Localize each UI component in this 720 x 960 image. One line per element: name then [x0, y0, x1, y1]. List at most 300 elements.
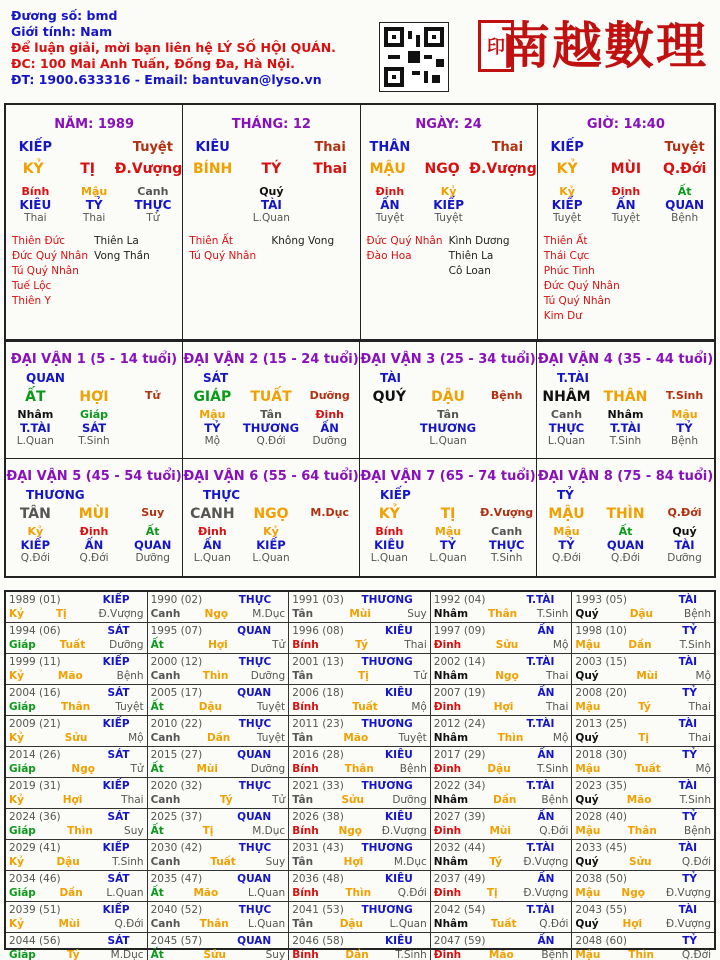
year-body — [575, 886, 711, 900]
year-label: 2022 (34) — [433, 780, 486, 792]
star: Phúc Tinh — [543, 265, 595, 277]
year-god: THỰC — [238, 656, 272, 668]
year-god: TỶ — [682, 749, 697, 761]
year-head — [292, 748, 427, 762]
year-chi: Sửu — [203, 949, 226, 960]
year-can: Quý — [575, 856, 599, 868]
year-god: THƯƠNG — [361, 656, 413, 668]
year-chi: Tuất — [635, 763, 661, 775]
year-cell — [148, 778, 290, 809]
year-head — [292, 934, 427, 948]
year-stage: T.Sinh — [112, 856, 144, 868]
pillar-cell — [301, 198, 360, 212]
year-head — [575, 810, 711, 824]
pillar-row — [538, 185, 714, 198]
year-stage: Mộ — [695, 763, 711, 775]
year-stage: Đ.Vượng — [381, 825, 427, 837]
year-god: TỶ — [682, 935, 697, 947]
year-chi: Hợi — [493, 701, 514, 713]
dai-van-bottom — [183, 552, 359, 564]
stage: Q.Đới — [79, 552, 109, 564]
year-body — [292, 948, 427, 960]
year-label: 1992 (04) — [433, 594, 486, 606]
year-cell — [289, 716, 431, 747]
star: Đào Hoa — [366, 250, 412, 262]
year-chi: Tị — [358, 670, 369, 682]
year-cell — [289, 592, 431, 623]
stage: L.Quan — [193, 552, 231, 564]
year-label: 2033 (45) — [575, 842, 628, 854]
year-head — [434, 841, 569, 855]
year-chi: Tý — [355, 639, 368, 651]
star: Thiên La — [94, 235, 139, 247]
year-body — [434, 607, 569, 621]
year-god: QUAN — [237, 687, 272, 699]
pillar-cell: Thai — [491, 140, 524, 155]
year-label: 2006 (18) — [292, 687, 344, 699]
year-label: 2039 (51) — [9, 904, 61, 916]
gender: Giới tính: Nam — [11, 24, 113, 39]
year-stage: M.Dục — [252, 825, 286, 837]
year-god: TÀI — [678, 656, 697, 668]
year-chi: Tuất — [352, 701, 378, 713]
dai-van-gods — [360, 538, 536, 552]
year-label: 2024 (36) — [9, 811, 61, 823]
year-can: Kỷ — [9, 794, 24, 806]
year-can: Quý — [575, 670, 599, 682]
year-body — [292, 638, 427, 652]
year-chi: Tị — [638, 732, 649, 744]
year-body — [9, 917, 144, 931]
year-cell — [289, 778, 431, 809]
pillar-cell: QUAN — [665, 198, 705, 212]
year-stage: Dưỡng — [250, 670, 286, 682]
star: Thiên Ất — [543, 235, 588, 247]
stars-right — [626, 234, 708, 324]
dai-van-stage: Q.Đới — [667, 506, 702, 519]
year-cell — [431, 902, 573, 933]
year-chi: Mùi — [196, 763, 218, 775]
pillar-cell — [183, 212, 242, 224]
year-can: Ất — [150, 639, 164, 651]
stage: Dưỡng — [667, 552, 702, 564]
year-body — [151, 948, 286, 960]
dai-van-cell — [360, 342, 537, 459]
stage: Q.Đới — [20, 552, 50, 564]
year-stage: Thai — [545, 670, 569, 682]
star: Tú Quý Nhân — [189, 250, 257, 262]
year-body — [151, 793, 286, 807]
dai-van-hidden — [6, 408, 182, 421]
year-cell — [6, 654, 148, 685]
year-label: 2009 (21) — [9, 718, 61, 730]
hidden-stem: Mậu — [671, 408, 698, 421]
year-cell — [431, 592, 573, 623]
year-cell — [431, 871, 573, 902]
year-head — [434, 593, 569, 607]
year-god: THƯƠNG — [361, 780, 413, 792]
year-label: 1994 (06) — [9, 625, 61, 637]
dai-van-main — [360, 389, 536, 405]
year-label: 2029 (41) — [9, 842, 61, 854]
dai-van-cell — [183, 459, 360, 576]
pillar-cell: TÝ — [261, 161, 282, 177]
year-god: THỰC — [238, 594, 272, 606]
year-chi: Dần — [206, 732, 231, 744]
year-god: SÁT — [107, 811, 130, 823]
year-stage: Q.Đới — [539, 918, 569, 930]
year-label: 2001 (13) — [292, 656, 344, 668]
year-label: 2044 (56) — [9, 935, 61, 947]
dai-van-gods — [6, 421, 182, 435]
year-body — [575, 762, 711, 776]
pillar-cell: KIẾP — [433, 198, 464, 212]
hidden-stem: Nhâm — [17, 408, 54, 421]
stars-left — [367, 234, 449, 279]
year-body — [292, 855, 427, 869]
year-stage: M.Dục — [393, 856, 427, 868]
year-chi: Ngọ — [71, 763, 95, 775]
year-head — [575, 686, 711, 700]
year-can: Mậu — [575, 701, 601, 713]
stage — [477, 435, 536, 447]
ten-god: THỰC — [488, 538, 525, 552]
year-head — [9, 748, 144, 762]
year-stage: Thai — [545, 701, 569, 713]
year-can: Đinh — [433, 887, 462, 899]
stage: L.Quan — [16, 435, 54, 447]
year-body — [575, 669, 711, 683]
year-can: Giáp — [9, 949, 36, 960]
year-can: Giáp — [9, 825, 36, 837]
year-god: T.TÀI — [526, 780, 555, 792]
year-label: 2034 (46) — [9, 873, 61, 885]
year-body — [151, 762, 286, 776]
pillar-cell — [301, 185, 360, 198]
year-cell — [572, 871, 714, 902]
year-cell — [6, 840, 148, 871]
year-cell — [148, 747, 290, 778]
dai-van-gods — [6, 538, 182, 552]
year-body — [151, 669, 286, 683]
year-chi: Tị — [202, 825, 214, 837]
year-body — [292, 793, 427, 807]
stage: L.Quan — [547, 435, 586, 447]
year-can: Mậu — [575, 639, 601, 651]
seal-stamp: 印 — [478, 20, 514, 72]
year-cell — [572, 685, 714, 716]
star: Cô Loan — [448, 265, 491, 277]
year-chi: Dậu — [56, 856, 80, 868]
dai-van-hidden — [537, 525, 714, 538]
year-can: Bính — [292, 701, 319, 713]
year-body — [151, 700, 286, 714]
year-god: SÁT — [107, 687, 130, 699]
year-head — [151, 717, 286, 731]
pillar-cell: Tuyệt — [611, 212, 640, 224]
pillar-row — [538, 212, 714, 224]
year-label: 2031 (43) — [292, 842, 344, 854]
pillar-cell: Thai — [313, 161, 347, 177]
year-chi: Thìn — [345, 887, 372, 899]
year-chi: Ngọ — [204, 608, 229, 620]
year-head — [9, 779, 144, 793]
year-can: Canh — [150, 856, 181, 868]
stage: Mộ — [204, 435, 221, 447]
year-body — [434, 824, 569, 838]
year-cell — [572, 809, 714, 840]
pillar-row — [361, 140, 537, 155]
pillar-cell — [301, 212, 360, 224]
year-head — [575, 872, 711, 886]
dai-van-can: TÂN — [19, 506, 51, 522]
stage — [300, 552, 359, 564]
year-label: 2007 (19) — [433, 687, 486, 699]
year-stage: Q.Đới — [681, 949, 711, 960]
year-cell — [572, 592, 714, 623]
four-pillars — [4, 103, 716, 341]
year-body — [9, 762, 144, 776]
year-cell — [431, 654, 573, 685]
stars-right — [271, 234, 353, 264]
pillar-cell: Bính — [21, 185, 50, 198]
ten-god: TỶ — [439, 538, 457, 552]
year-chi: Tuất — [210, 856, 236, 868]
dai-van-title: ĐẠI VẬN 2 (15 - 24 tuổi) — [183, 352, 359, 367]
year-chi: Ngọ — [338, 825, 362, 837]
dai-van-title: ĐẠI VẬN 4 (35 - 44 tuổi) — [537, 352, 714, 367]
year-chi: Hợi — [622, 918, 643, 930]
year-body — [151, 731, 286, 745]
year-chi: Mùi — [58, 918, 80, 930]
year-god: THỰC — [238, 780, 272, 792]
pillar-cell: NGỌ — [424, 161, 460, 177]
year-can: Bính — [292, 949, 319, 960]
year-stage: T.Sinh — [395, 949, 427, 960]
stars-right — [94, 234, 176, 309]
dai-van-title: ĐẠI VẬN 1 (5 - 14 tuổi) — [10, 352, 178, 367]
hidden-stem: Kỷ — [263, 525, 279, 538]
stage — [123, 435, 182, 447]
dai-van-chi: NGỌ — [253, 506, 289, 522]
ten-god: TÀI — [674, 538, 695, 552]
year-body — [151, 886, 286, 900]
year-head — [434, 810, 569, 824]
pillar-cell: MÙI — [610, 161, 642, 177]
year-stage: Bệnh — [684, 825, 711, 837]
year-god: ẤN — [537, 873, 555, 885]
pillar-cell: KIÊU — [195, 140, 230, 155]
pillar-cell: Kỷ — [440, 185, 457, 198]
ten-god — [477, 421, 536, 435]
pillar-row — [183, 140, 359, 155]
year-god: TÀI — [678, 904, 697, 916]
hidden-stem: Mậu — [199, 408, 226, 421]
year-can: Nhâm — [433, 856, 469, 868]
ten-god: TỶ — [204, 421, 221, 435]
year-stage: Mộ — [411, 701, 427, 713]
year-stage: Đ.Vượng — [523, 856, 569, 868]
year-body — [575, 731, 711, 745]
year-cell — [6, 933, 148, 960]
dai-van-title: ĐẠI VẬN 7 (65 - 74 tuổi) — [360, 469, 536, 484]
stage: L.Quan — [252, 552, 290, 564]
year-head — [9, 686, 144, 700]
pillar-row — [6, 161, 182, 177]
pillar-cell — [478, 198, 537, 212]
logo: 南越數理 — [500, 16, 708, 75]
year-chi: Tị — [55, 608, 67, 620]
year-god: SÁT — [107, 935, 130, 947]
year-cell — [6, 871, 148, 902]
pillar-row — [183, 185, 359, 198]
year-head — [434, 872, 569, 886]
year-head — [292, 655, 427, 669]
dai-van-chi: THÂN — [603, 389, 648, 405]
dai-van-stage: Bệnh — [490, 389, 523, 402]
pillar-cell: Q.Đới — [662, 161, 707, 177]
year-body — [575, 638, 711, 652]
header-info — [11, 8, 336, 88]
year-label: 1997 (09) — [433, 625, 486, 637]
year-cell — [289, 933, 431, 960]
year-body — [292, 731, 427, 745]
year-cell — [148, 592, 290, 623]
year-label: 2015 (27) — [150, 749, 203, 761]
year-can: Ất — [150, 887, 164, 899]
year-body — [292, 762, 427, 776]
year-cell — [431, 933, 573, 960]
pillar-cell: Tuyệt — [132, 140, 173, 155]
year-stage: M.Dục — [110, 949, 144, 960]
year-label: 2014 (26) — [9, 749, 61, 761]
year-god: TÀI — [678, 780, 697, 792]
pillar-row — [183, 161, 359, 177]
year-body — [9, 638, 144, 652]
year-god: THỰC — [238, 718, 272, 730]
year-head — [434, 903, 569, 917]
pillar-cell: Tuyệt — [375, 212, 404, 224]
stage: T.Sinh — [78, 435, 110, 447]
pillar-cell: L.Quan — [252, 212, 290, 224]
year-god: TÀI — [678, 842, 697, 854]
pillar-cell: Đ.Vượng — [469, 161, 537, 177]
star: Tú Quý Nhân — [543, 295, 611, 307]
year-god: TỶ — [682, 687, 697, 699]
pillar-row — [538, 140, 714, 155]
year-label: 2010 (22) — [150, 718, 203, 730]
year-body — [575, 948, 711, 960]
hidden-stem: Canh — [550, 408, 583, 421]
year-body — [151, 607, 286, 621]
year-god: KIẾP — [102, 904, 130, 916]
year-can: Canh — [150, 732, 181, 744]
year-god: KIẾP — [102, 656, 130, 668]
year-label: 2023 (35) — [575, 780, 628, 792]
hidden-stem: Mậu — [553, 525, 580, 538]
year-god: TÀI — [678, 594, 697, 606]
year-chi: Dậu — [198, 701, 222, 713]
year-stage: T.Sinh — [679, 639, 711, 651]
year-stage: Mộ — [695, 670, 711, 682]
year-can: Bính — [292, 639, 319, 651]
year-god: SÁT — [107, 625, 130, 637]
year-can: Quý — [575, 918, 599, 930]
year-god: KIÊU — [385, 935, 413, 947]
year-head — [575, 841, 711, 855]
year-cell — [6, 592, 148, 623]
year-stage: Tử — [272, 794, 286, 806]
phone-email: ĐT: 1900.633316 - Email: bantuvan@lyso.vn — [11, 72, 322, 87]
year-head — [292, 593, 427, 607]
ten-god: T.TÀI — [20, 421, 51, 435]
dai-van-chi: MÙI — [78, 506, 110, 522]
year-can: Đinh — [433, 949, 462, 960]
year-body — [292, 917, 427, 931]
ten-god: KIẾP — [20, 538, 51, 552]
year-grid — [4, 590, 716, 960]
year-god: KIÊU — [385, 687, 413, 699]
hidden-stem: Đinh — [198, 525, 227, 538]
year-god: QUAN — [237, 811, 272, 823]
stage: Q.Đới — [551, 552, 582, 564]
year-cell — [289, 902, 431, 933]
year-chi: Hợi — [208, 639, 228, 651]
year-god: KIẾP — [102, 780, 130, 792]
year-label: 2012 (24) — [433, 718, 486, 730]
year-label: 2047 (59) — [433, 935, 486, 947]
year-head — [292, 872, 427, 886]
ten-god: ẤN — [320, 421, 339, 435]
pillar-cell: Đinh — [611, 185, 641, 198]
year-head — [9, 903, 144, 917]
year-can: Giáp — [9, 763, 36, 775]
dai-van-stage: T.Sinh — [665, 389, 704, 402]
year-body — [9, 855, 144, 869]
pillar-row — [6, 185, 182, 198]
dai-van-can: KỶ — [378, 506, 400, 522]
year-can: Mậu — [575, 887, 601, 899]
year-cell — [431, 809, 573, 840]
year-god: THƯƠNG — [361, 718, 413, 730]
year-stage: Tử — [130, 763, 144, 775]
dai-van-main — [537, 506, 714, 522]
stage: T.Sinh — [609, 435, 642, 447]
qr-code — [379, 22, 449, 92]
year-head — [434, 748, 569, 762]
year-god: KIẾP — [102, 594, 130, 606]
year-can: Kỷ — [9, 856, 24, 868]
pillar-stars — [183, 234, 359, 264]
dai-van-hidden — [360, 525, 536, 538]
dai-van-stage: Tử — [145, 389, 161, 402]
hidden-stem: Kỷ — [27, 525, 44, 538]
pillar-cell: Đinh — [375, 185, 405, 198]
year-god: KIẾP — [102, 718, 130, 730]
pillar — [183, 105, 360, 339]
year-head — [9, 841, 144, 855]
pillar-cell — [478, 185, 537, 198]
pillar-cell: Bệnh — [671, 212, 699, 224]
dai-van-bottom — [360, 552, 536, 564]
year-chi: Ngọ — [621, 887, 645, 899]
ten-god — [123, 421, 182, 435]
year-stage: Bệnh — [541, 949, 569, 960]
year-chi: Thìn — [67, 825, 93, 837]
year-cell — [6, 685, 148, 716]
year-label: 2035 (47) — [150, 873, 203, 885]
year-stage: Dưỡng — [109, 639, 144, 651]
